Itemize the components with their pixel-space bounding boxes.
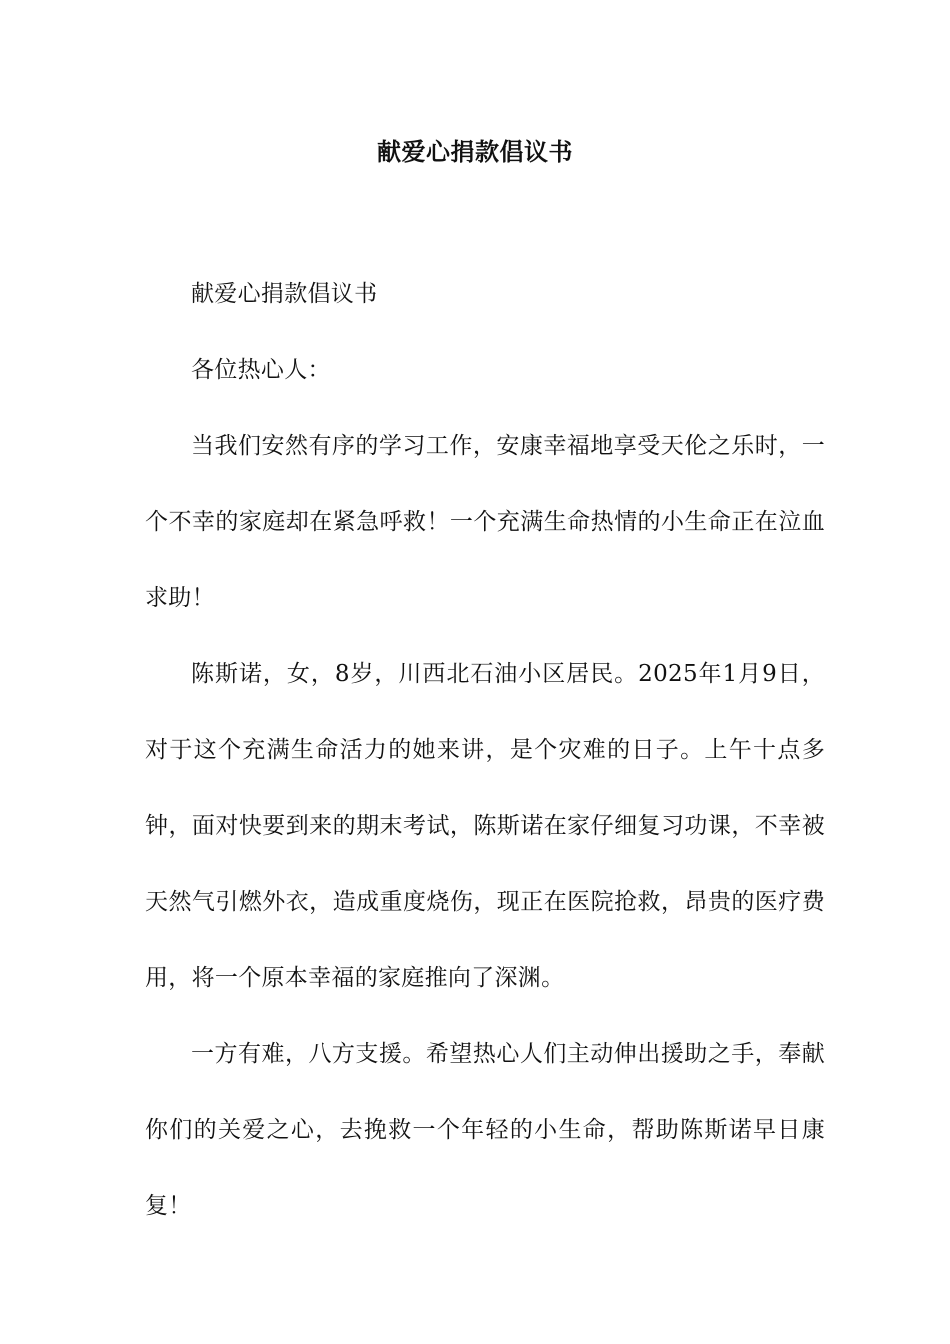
salutation: 各位热心人：: [191, 357, 331, 383]
document-body: [145, 256, 825, 1244]
document-title: 献爱心捐款倡议书: [377, 137, 573, 166]
paragraph-story: 陈斯诺，女，8岁，川西北石油小区居民。2025年1月9日，对于这个充满生命活力的她来讲，是个灾难的日子。上午十点多钟，面对快要到来的期末考试，陈斯诺在家仔细复习功课，不幸被天然气引燃外衣，造成重度烧伤，现正在医院抢救，昂贵的医疗费用，将一个原本幸福的家庭推向了深渊。: [145, 661, 825, 991]
paragraph-intro: 当我们安然有序的学习工作，安康幸福地享受天伦之乐时，一个不幸的家庭却在紧急呼救！一个充满生命热情的小生命正在泣血求助！: [145, 433, 825, 611]
paragraph-appeal: 一方有难，八方支援。希望热心人们主动伸出援助之手，奉献你们的关爱之心，去挽救一个年轻的小生命，帮助陈斯诺早日康复！: [145, 1041, 825, 1219]
body-heading: 献爱心捐款倡议书: [191, 281, 378, 307]
